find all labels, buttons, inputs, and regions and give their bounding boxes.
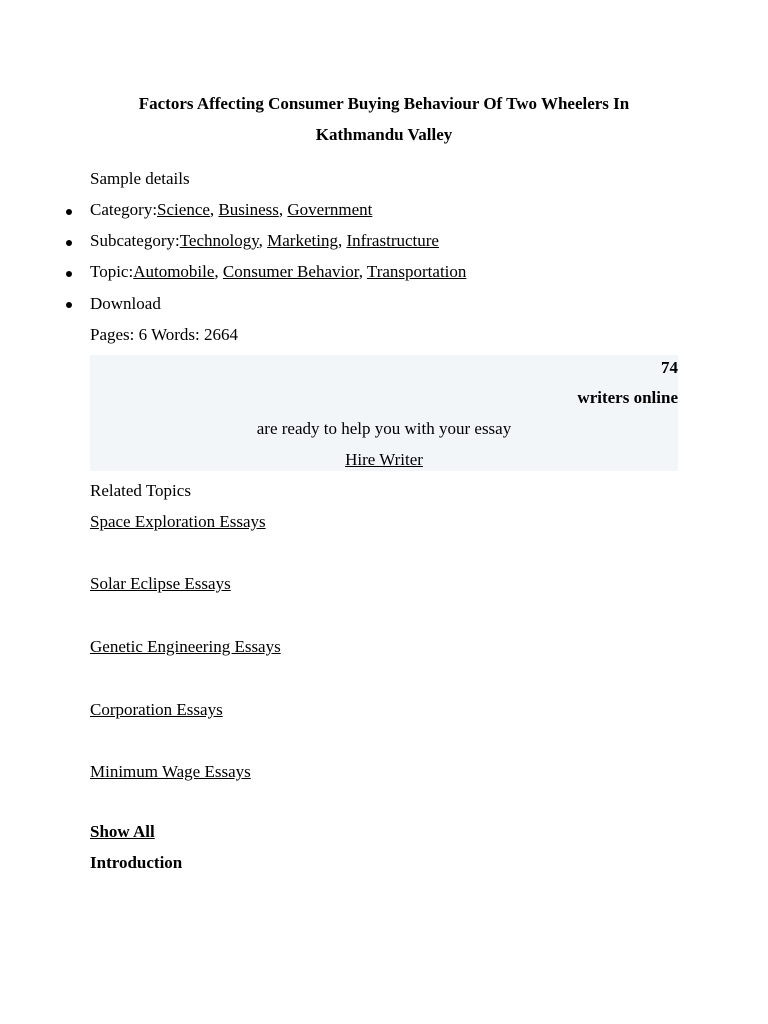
subcategory-label: Subcategory: [90, 231, 180, 250]
hire-writer-link[interactable]: Hire Writer [345, 450, 423, 469]
subcategory-link-infrastructure[interactable]: Infrastructure [346, 231, 439, 250]
bullet-icon [66, 209, 72, 215]
writers-online-count: 74 [661, 358, 678, 377]
writers-online-banner [90, 355, 678, 471]
sample-details-label: Sample details [90, 169, 190, 188]
category-separator: , [278, 200, 288, 219]
writers-online-label: writers online [577, 388, 678, 407]
topic-separator: , [358, 262, 367, 281]
introduction-heading: Introduction [90, 853, 183, 872]
subcategory-separator: , [258, 231, 268, 250]
pages-words-stats: Pages: 6 Words: 2664 [90, 325, 239, 344]
bullet-icon [66, 302, 72, 308]
category-link-science[interactable]: Science [157, 200, 210, 219]
category-link-business[interactable]: Business [218, 200, 279, 219]
show-all-link[interactable]: Show All [90, 822, 155, 841]
category-link-government[interactable]: Government [287, 200, 373, 219]
ready-to-help-text: are ready to help you with your essay [256, 419, 512, 438]
subcategory-row [90, 230, 439, 252]
category-label: Category: [90, 200, 158, 219]
related-topic-link[interactable]: Solar Eclipse Essays [90, 574, 231, 593]
download-item[interactable]: Download [90, 294, 161, 313]
topic-label: Topic: [90, 262, 134, 281]
topic-separator: , [214, 262, 223, 281]
page-title [90, 88, 678, 150]
category-separator: , [209, 200, 219, 219]
topic-link-transportation[interactable]: Transportation [366, 262, 467, 281]
subcategory-link-marketing[interactable]: Marketing [267, 231, 338, 250]
page-title-line-2: Kathmandu Valley [315, 125, 453, 144]
subcategory-link-technology[interactable]: Technology [179, 231, 259, 250]
page-title-line-1: Factors Affecting Consumer Buying Behaviour Of Two Wheelers In [138, 94, 630, 113]
bullet-icon [66, 240, 72, 246]
subcategory-separator: , [337, 231, 347, 250]
topic-row [90, 261, 466, 283]
related-topic-link[interactable]: Corporation Essays [90, 700, 223, 719]
related-topic-link[interactable]: Genetic Engineering Essays [90, 637, 281, 656]
related-topic-link[interactable]: Minimum Wage Essays [90, 762, 251, 781]
topic-link-automobile[interactable]: Automobile [133, 262, 215, 281]
related-topic-link[interactable]: Space Exploration Essays [90, 512, 266, 531]
category-row [90, 199, 372, 221]
topic-link-consumer-behavior[interactable]: Consumer Behavior [222, 262, 359, 281]
bullet-icon [66, 271, 72, 277]
related-topics-heading: Related Topics [90, 481, 191, 500]
